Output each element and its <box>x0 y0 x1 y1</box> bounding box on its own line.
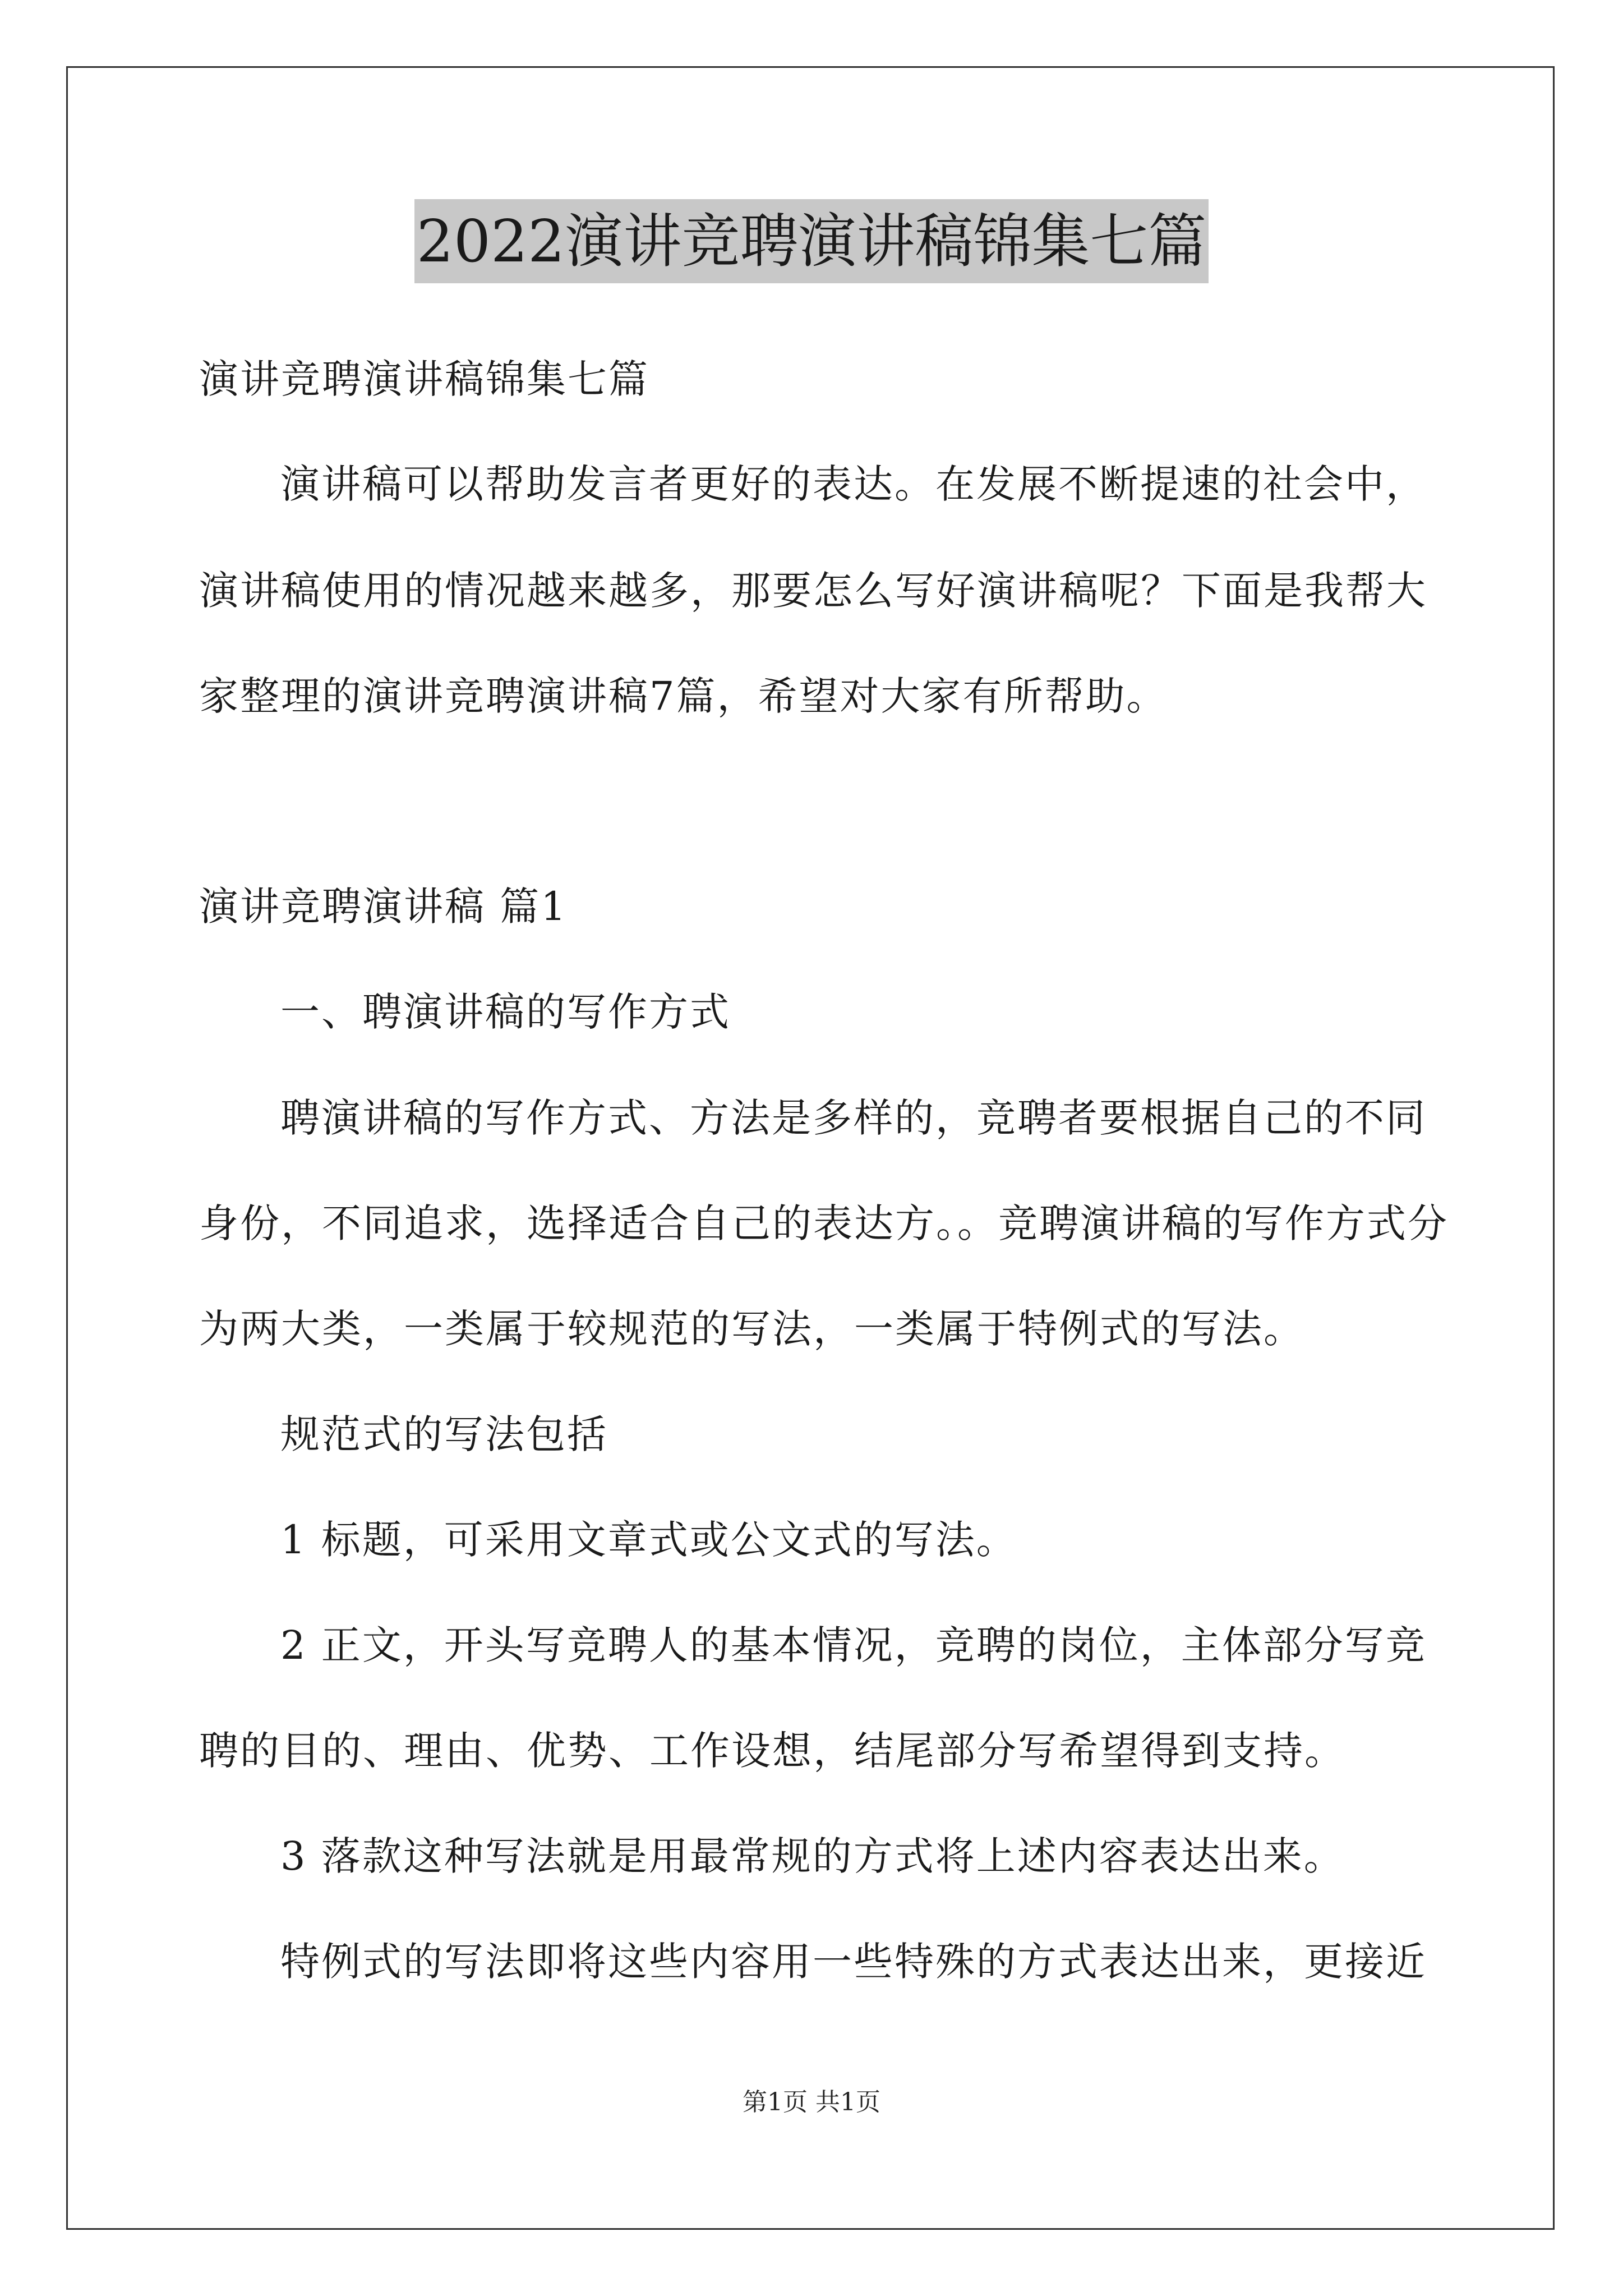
body-line-10: 特例式的写法即将这些内容用一些特殊的方式表达出来，更接近 <box>280 1939 1427 1985</box>
body-line-8: 聘的目的、理由、优势、工作设想，结尾部分写希望得到支持。 <box>199 1728 1345 1774</box>
document-subtitle: 演讲竞聘演讲稿锦集七篇 <box>199 356 649 402</box>
title-container <box>0 199 1623 283</box>
body-line-1: 一、聘演讲稿的写作方式 <box>280 989 731 1035</box>
document-title: 2022演讲竞聘演讲稿锦集七篇 <box>414 199 1209 283</box>
section-heading: 演讲竞聘演讲稿 篇1 <box>199 884 568 930</box>
body-line-5: 规范式的写法包括 <box>280 1411 608 1457</box>
intro-line-2: 演讲稿使用的情况越来越多，那要怎么写好演讲稿呢？下面是我帮大 <box>199 568 1427 614</box>
body-line-2: 聘演讲稿的写作方式、方法是多样的，竞聘者要根据自己的不同 <box>280 1095 1427 1141</box>
body-line-3: 身份，不同追求，选择适合自己的表达方。。竞聘演讲稿的写作方式分 <box>199 1200 1449 1246</box>
body-line-6: 1 标题，可采用文章式或公文式的写法。 <box>280 1517 1017 1563</box>
body-line-9: 3 落款这种写法就是用最常规的方式将上述内容表达出来。 <box>280 1833 1345 1879</box>
page-footer: 第1页 共1页 <box>743 2088 880 2116</box>
intro-line-3: 家整理的演讲竞聘演讲稿7篇，希望对大家有所帮助。 <box>199 673 1168 719</box>
body-line-7: 2 正文，开头写竞聘人的基本情况，竞聘的岗位，主体部分写竞 <box>280 1622 1427 1668</box>
intro-line-1: 演讲稿可以帮助发言者更好的表达。在发展不断提速的社会中， <box>280 461 1427 507</box>
body-line-4: 为两大类，一类属于较规范的写法，一类属于特例式的写法。 <box>199 1306 1304 1352</box>
